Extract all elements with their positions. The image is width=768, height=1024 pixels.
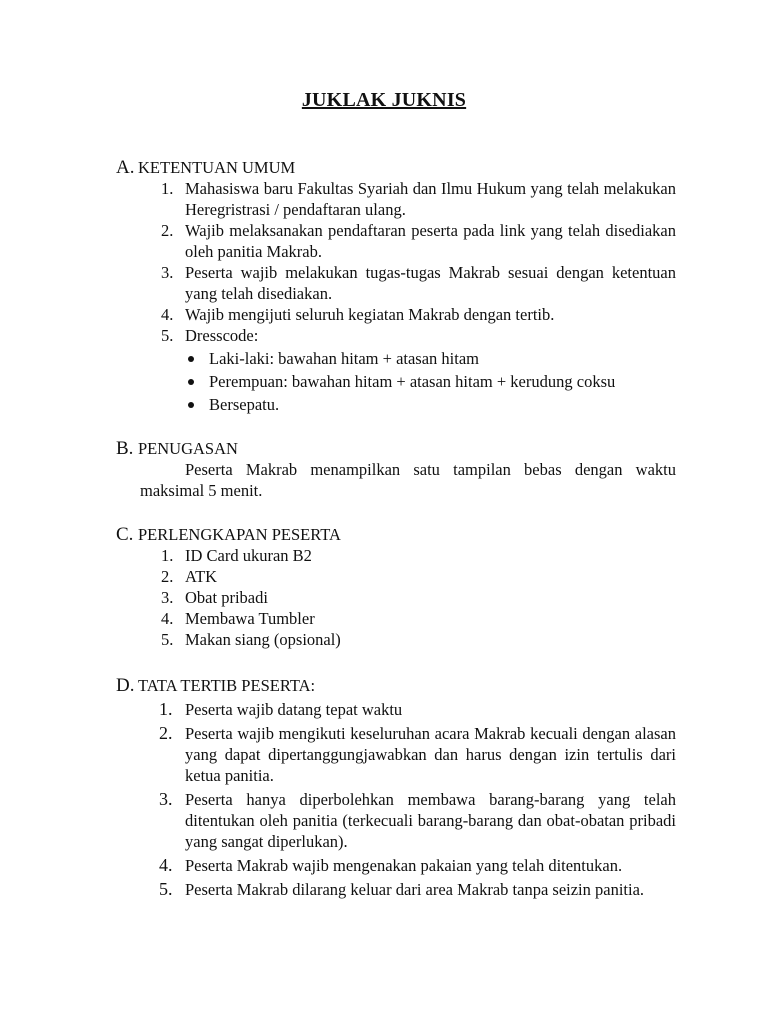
- item-text: Membawa Tumbler: [185, 609, 315, 628]
- list-item: [116, 855, 676, 876]
- bullet-icon: [188, 356, 194, 362]
- item-text: Dresscode:: [185, 326, 259, 345]
- list-item: [116, 325, 676, 346]
- section-perlengkapan-peserta: [116, 524, 676, 650]
- item-number: 5.: [161, 326, 174, 345]
- item-number: 5.: [159, 879, 173, 899]
- item-number: 1.: [161, 546, 174, 565]
- dresscode-bullet-list: [116, 348, 676, 417]
- section-letter: D.: [116, 675, 135, 696]
- list-item: [116, 608, 676, 629]
- item-text: ID Card ukuran B2: [185, 546, 312, 565]
- item-number: 3.: [161, 588, 174, 607]
- list-item: [116, 789, 676, 852]
- item-text: Wajib melaksanakan pendaftaran peserta pada link yang telah disediakan oleh panitia Makrab.: [185, 221, 676, 261]
- item-text: Wajib mengijuti seluruh kegiatan Makrab dengan tertib.: [185, 305, 555, 324]
- item-text: Peserta wajib datang tepat waktu: [185, 700, 403, 719]
- bullet-text: Bersepatu.: [209, 395, 280, 414]
- section-letter: C.: [116, 524, 134, 545]
- item-text: Peserta wajib melakukan tugas-tugas Makrab sesuai dengan ketentuan yang telah disediakan.: [185, 263, 676, 303]
- item-number: 1.: [161, 179, 174, 198]
- bullet-icon: [188, 402, 194, 408]
- item-text: ATK: [185, 567, 218, 586]
- bullet-text: Laki-laki: bawahan hitam + atasan hitam: [209, 349, 480, 368]
- item-text: Makan siang (opsional): [185, 630, 341, 649]
- bullet-item: [116, 394, 676, 417]
- section-ketentuan-umum: [116, 157, 676, 417]
- item-number: 3.: [161, 263, 174, 282]
- bullet-item: [116, 348, 676, 371]
- item-number: 2.: [159, 723, 173, 743]
- section-heading: [116, 675, 676, 696]
- list-item: [116, 262, 676, 304]
- list-item: [116, 304, 676, 325]
- list-item: [116, 178, 676, 220]
- section-title: TATA TERTIB PESERTA:: [138, 676, 316, 695]
- document-title: JUKLAK JUKNIS: [301, 89, 467, 111]
- list-item: [116, 587, 676, 608]
- numbered-list: [116, 545, 676, 650]
- item-text: Obat pribadi: [185, 588, 268, 607]
- list-item: [116, 629, 676, 650]
- item-number: 5.: [161, 630, 174, 649]
- bullet-item: [116, 371, 676, 394]
- item-text: Peserta Makrab wajib mengenakan pakaian yang telah ditentukan.: [185, 856, 623, 875]
- list-item: [116, 220, 676, 262]
- section-heading: [116, 438, 676, 459]
- item-text: Peserta hanya diperbolehkan membawa barang-barang yang telah ditentukan oleh panitia (terkecuali barang-barang dan obat-obatan pribadi yang sangat diperlukan).: [185, 790, 676, 851]
- item-number: 4.: [161, 609, 174, 628]
- list-item: [116, 566, 676, 587]
- item-number: 4.: [159, 855, 173, 875]
- item-text: Peserta Makrab dilarang keluar dari area Makrab tanpa seizin panitia.: [185, 880, 645, 899]
- section-title: KETENTUAN UMUM: [138, 158, 296, 177]
- numbered-list: [116, 699, 676, 900]
- list-item: [116, 723, 676, 786]
- section-letter: A.: [116, 157, 135, 178]
- bullet-icon: [188, 379, 194, 385]
- penugasan-paragraph: Peserta Makrab menampilkan satu tampilan bebas dengan waktu maksimal 5 menit.: [140, 460, 676, 500]
- list-item: [116, 879, 676, 900]
- item-text: Mahasiswa baru Fakultas Syariah dan Ilmu Hukum yang telah melakukan Heregristrasi / pendaftaran ulang.: [185, 179, 676, 219]
- list-item: [116, 699, 676, 720]
- section-heading: [116, 524, 676, 545]
- list-item: [116, 545, 676, 566]
- item-number: 2.: [161, 221, 174, 240]
- section-title: PERLENGKAPAN PESERTA: [138, 525, 341, 544]
- bullet-text: Perempuan: bawahan hitam + atasan hitam + kerudung coksu: [209, 372, 616, 391]
- item-number: 3.: [159, 789, 173, 809]
- item-number: 4.: [161, 305, 174, 324]
- item-text: Peserta wajib mengikuti keseluruhan acara Makrab kecuali dengan alasan yang dapat dipertanggungjawabkan dan harus dengan izin tertulis dari ketua panitia.: [185, 724, 676, 785]
- section-tata-tertib-peserta: [116, 675, 676, 903]
- numbered-list: [116, 178, 676, 346]
- section-title: PENUGASAN: [138, 439, 238, 458]
- item-number: 2.: [161, 567, 174, 586]
- section-heading: [116, 157, 676, 178]
- section-penugasan: [116, 438, 676, 501]
- section-letter: B.: [116, 438, 134, 459]
- item-number: 1.: [159, 699, 173, 719]
